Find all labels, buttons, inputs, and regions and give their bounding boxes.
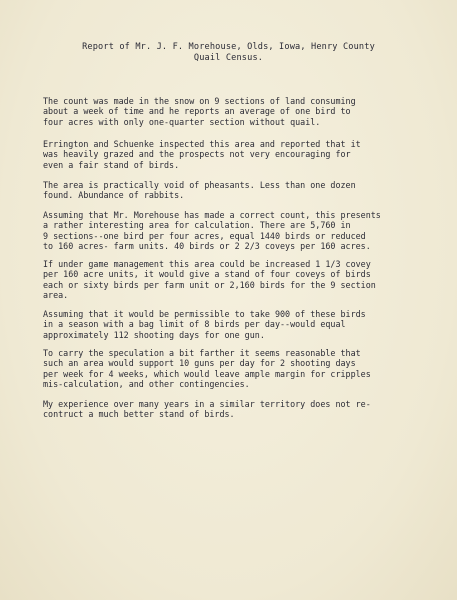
paragraph-line: such an area would support 10 guns per day for 2 shooting days [43,358,356,369]
paragraph-calculation [43,210,457,252]
paragraph-bag-limit [43,309,457,340]
paragraph-line: The count was made in the snow on 9 sections of land consuming [43,96,356,106]
paragraph-count-method [43,96,457,127]
paragraph-line: per 160 acre units, it would give a stand of four coveys of birds [43,269,371,280]
paragraph-experience [43,399,457,420]
paragraph-line: approximately 112 shooting days for one gun. [43,329,265,340]
paragraph-line: area. [43,290,69,301]
paragraph-line: each or sixty birds per farm unit or 2,160 birds for the 9 section [43,279,376,290]
paragraph-pheasants [43,180,457,201]
paragraph-game-management [43,259,457,301]
paragraph-line: per week for 4 weeks, which would leave ample margin for cripples [43,368,371,379]
paragraph-line: mis-calculation, and other contingencies. [43,379,250,390]
paragraph-line: in a season with a bag limit of 8 birds per day--would equal [43,319,346,330]
paragraph-line: Assuming that it would be permissible to take 900 of these birds [43,309,366,319]
paragraph-inspection [43,139,457,170]
paragraph-line: contruct a much better stand of birds. [43,409,235,420]
paragraph-speculation [43,348,457,390]
paragraph-line: If under game management this area could be increased 1 1/3 covey [43,259,371,269]
paragraph-line: To carry the speculation a bit farther it seems reasonable that [43,348,361,358]
paragraph-line: was heavily grazed and the prospects not very encouraging for [43,149,351,160]
paragraph-line: 9 sections--one bird per four acres, equal 1440 birds or reduced [43,230,366,241]
paragraph-line: My experience over many years in a similar territory does not re- [43,399,371,409]
paragraph-line: The area is practically void of pheasants. Less than one dozen [43,180,356,190]
paragraph-line: Errington and Schuenke inspected this area and reported that it [43,139,361,149]
paragraph-line: about a week of time and he reports an average of one bird to [43,106,351,117]
paragraph-line: a rather interesting area for calculation. There are 5,760 in [43,220,351,231]
paragraph-line: four acres with only one-quarter section without quail. [43,116,321,127]
paragraph-line: Assuming that Mr. Morehouse has made a correct count, this presents [43,210,381,220]
report-title-line-1: Report of Mr. J. F. Morehouse, Olds, Iowa, Henry County [82,42,375,52]
report-title-line-2: Quail Census. [193,53,264,63]
paragraph-line: found. Abundance of rabbits. [43,190,185,201]
paragraph-line: even a fair stand of birds. [43,159,180,170]
paragraph-line: to 160 acres- farm units. 40 birds or 2 2/3 coveys per 160 acres. [43,241,371,252]
